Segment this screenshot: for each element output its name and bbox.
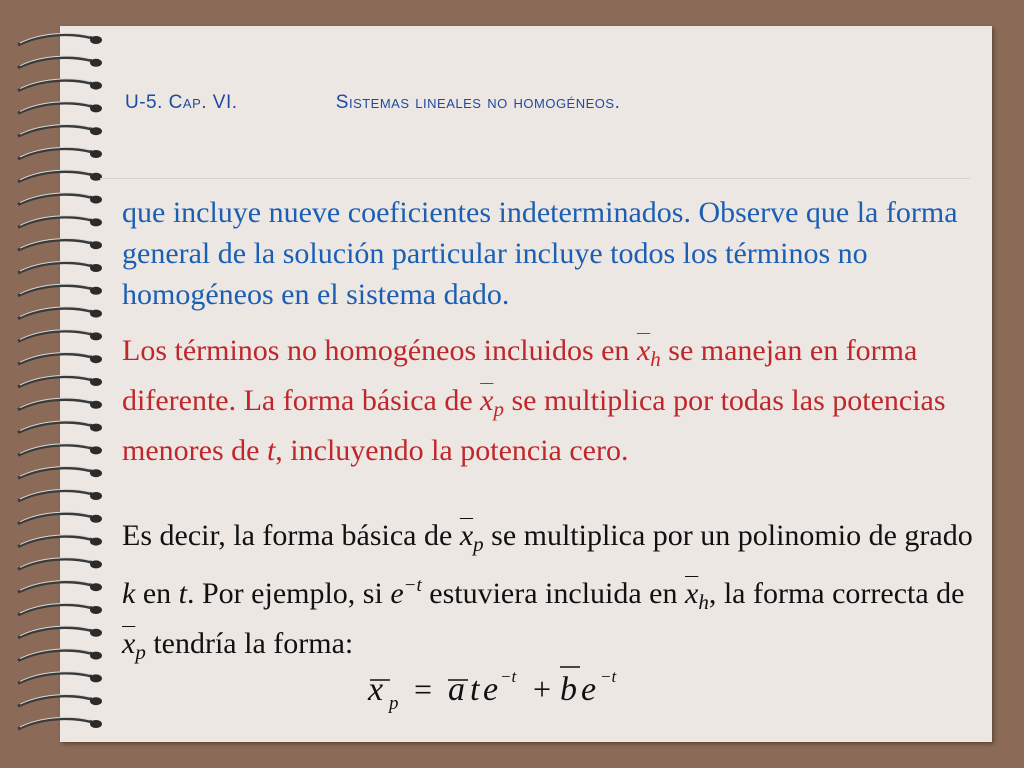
eq-exponent-2: −t (600, 667, 617, 686)
binding-hole (90, 196, 102, 204)
binding-hole (90, 424, 102, 432)
binding-hole (90, 104, 102, 112)
spiral-coil (18, 80, 92, 90)
spiral-coil (18, 605, 92, 615)
binding-hole (90, 606, 102, 614)
spiral-coil (18, 399, 92, 409)
spiral-coil (18, 285, 92, 295)
eq-exponent-1: −t (500, 667, 517, 686)
eq-subscript-p: p (389, 693, 399, 714)
paragraph-example: Es decir, la forma básica de $\overline{x}_p$ se multiplica por un polinomio de grado k en t. Por ejemplo, si $e^{-t}$ estuviera incluida en $\overline{x}_h$, la forma correcta de $\overline{x}_p$ tendría la forma: (122, 519, 973, 664)
spiral-coil (18, 719, 92, 729)
spiral-coil (18, 171, 92, 181)
spiral-coil (18, 194, 92, 204)
binding-hole (90, 264, 102, 272)
binding-hole (90, 538, 102, 546)
spiral-coil (18, 445, 92, 455)
spiral-coil (18, 422, 92, 432)
binding-hole (90, 697, 102, 705)
vector-x: $\overline{x}$ (685, 577, 699, 610)
slide-header (125, 92, 985, 114)
eq-variable-t: t (470, 671, 480, 708)
binding-hole (90, 560, 102, 568)
spiral-coil (18, 673, 92, 683)
exponent-minus-t: −t (403, 575, 422, 596)
vector-x: $\overline{x}$ (480, 384, 494, 417)
binding-hole (90, 218, 102, 226)
spiral-coil (18, 536, 92, 546)
binding-hole (90, 720, 102, 728)
binding-hole (90, 59, 102, 67)
variable-t: t (266, 434, 276, 467)
paragraph-intro: que incluye nueve coeficientes indeterminados. Observe que la forma general de la solución particular incluye todos los términos no homogéneos en el sistema dado. (122, 196, 958, 311)
eq-vector-b: b (560, 671, 577, 708)
binding-hole (90, 492, 102, 500)
binding-hole (90, 469, 102, 477)
binding-hole (90, 446, 102, 454)
subscript-h: h (650, 347, 661, 371)
spiral-coil (18, 627, 92, 637)
spiral-binding (0, 0, 120, 768)
course-label: U-5. Cap. VI. (125, 92, 238, 113)
spiral-coil (18, 331, 92, 341)
binding-hole (90, 127, 102, 135)
binding-hole (90, 515, 102, 523)
binding-hole (90, 355, 102, 363)
binding-hole (90, 310, 102, 318)
spiral-coil (18, 149, 92, 159)
binding-hole (90, 629, 102, 637)
spiral-coil (18, 57, 92, 67)
binding-hole (90, 652, 102, 660)
spiral-coil (18, 377, 92, 387)
header-rule (100, 178, 970, 179)
slide-title: Sistemas lineales no homogéneos. (335, 92, 621, 113)
subscript-p: p (493, 397, 504, 421)
spiral-coil (18, 468, 92, 478)
binding-hole (90, 583, 102, 591)
spiral-coil (18, 559, 92, 569)
spiral-coil (18, 308, 92, 318)
variable-k: k (122, 577, 136, 610)
eq-vector-a: a (448, 671, 465, 708)
eq-variable-e: e (483, 671, 499, 708)
spiral-coil (18, 217, 92, 227)
binding-hole (90, 287, 102, 295)
eq-equals: = (414, 671, 433, 707)
binding-hole (90, 674, 102, 682)
binding-hole (90, 173, 102, 181)
binding-hole (90, 150, 102, 158)
eq-variable-e-2: e (581, 671, 597, 708)
vector-x: $\overline{x}$ (636, 334, 651, 367)
subscript-h: h (698, 590, 709, 614)
eq-vector-x: x (368, 671, 384, 708)
binding-hole (90, 378, 102, 386)
binding-hole (90, 36, 102, 44)
binding-hole (90, 241, 102, 249)
spiral-coil (18, 126, 92, 136)
spiral-coil (18, 491, 92, 501)
spiral-coil (18, 650, 92, 660)
subscript-p: p (473, 532, 484, 556)
vector-x: $\overline{x}$ (459, 519, 474, 552)
spiral-coil (18, 103, 92, 113)
variable-e: e (390, 577, 404, 610)
binding-hole (90, 332, 102, 340)
spiral-coil (18, 582, 92, 592)
vector-x: $\overline{x}$ (122, 627, 136, 660)
spiral-coil (18, 513, 92, 523)
paragraph-homogeneous-terms: Los términos no homogéneos incluidos en $\overline{x}_h$ se manejan en forma diferente. La forma básica de $\overline{x}_p$ se multiplica por todas las potencias menores de t, incluyendo la potencia cero. (122, 334, 946, 467)
subscript-p: p (135, 640, 146, 664)
binding-hole (90, 82, 102, 90)
eq-plus: + (533, 671, 552, 707)
particular-solution-equation (350, 660, 650, 720)
spiral-coil (18, 696, 92, 706)
variable-t: t (178, 577, 187, 610)
spiral-coil (18, 240, 92, 250)
binding-hole (90, 401, 102, 409)
spiral-coil (18, 263, 92, 273)
spiral-coil (18, 35, 92, 45)
spiral-coil (18, 354, 92, 364)
